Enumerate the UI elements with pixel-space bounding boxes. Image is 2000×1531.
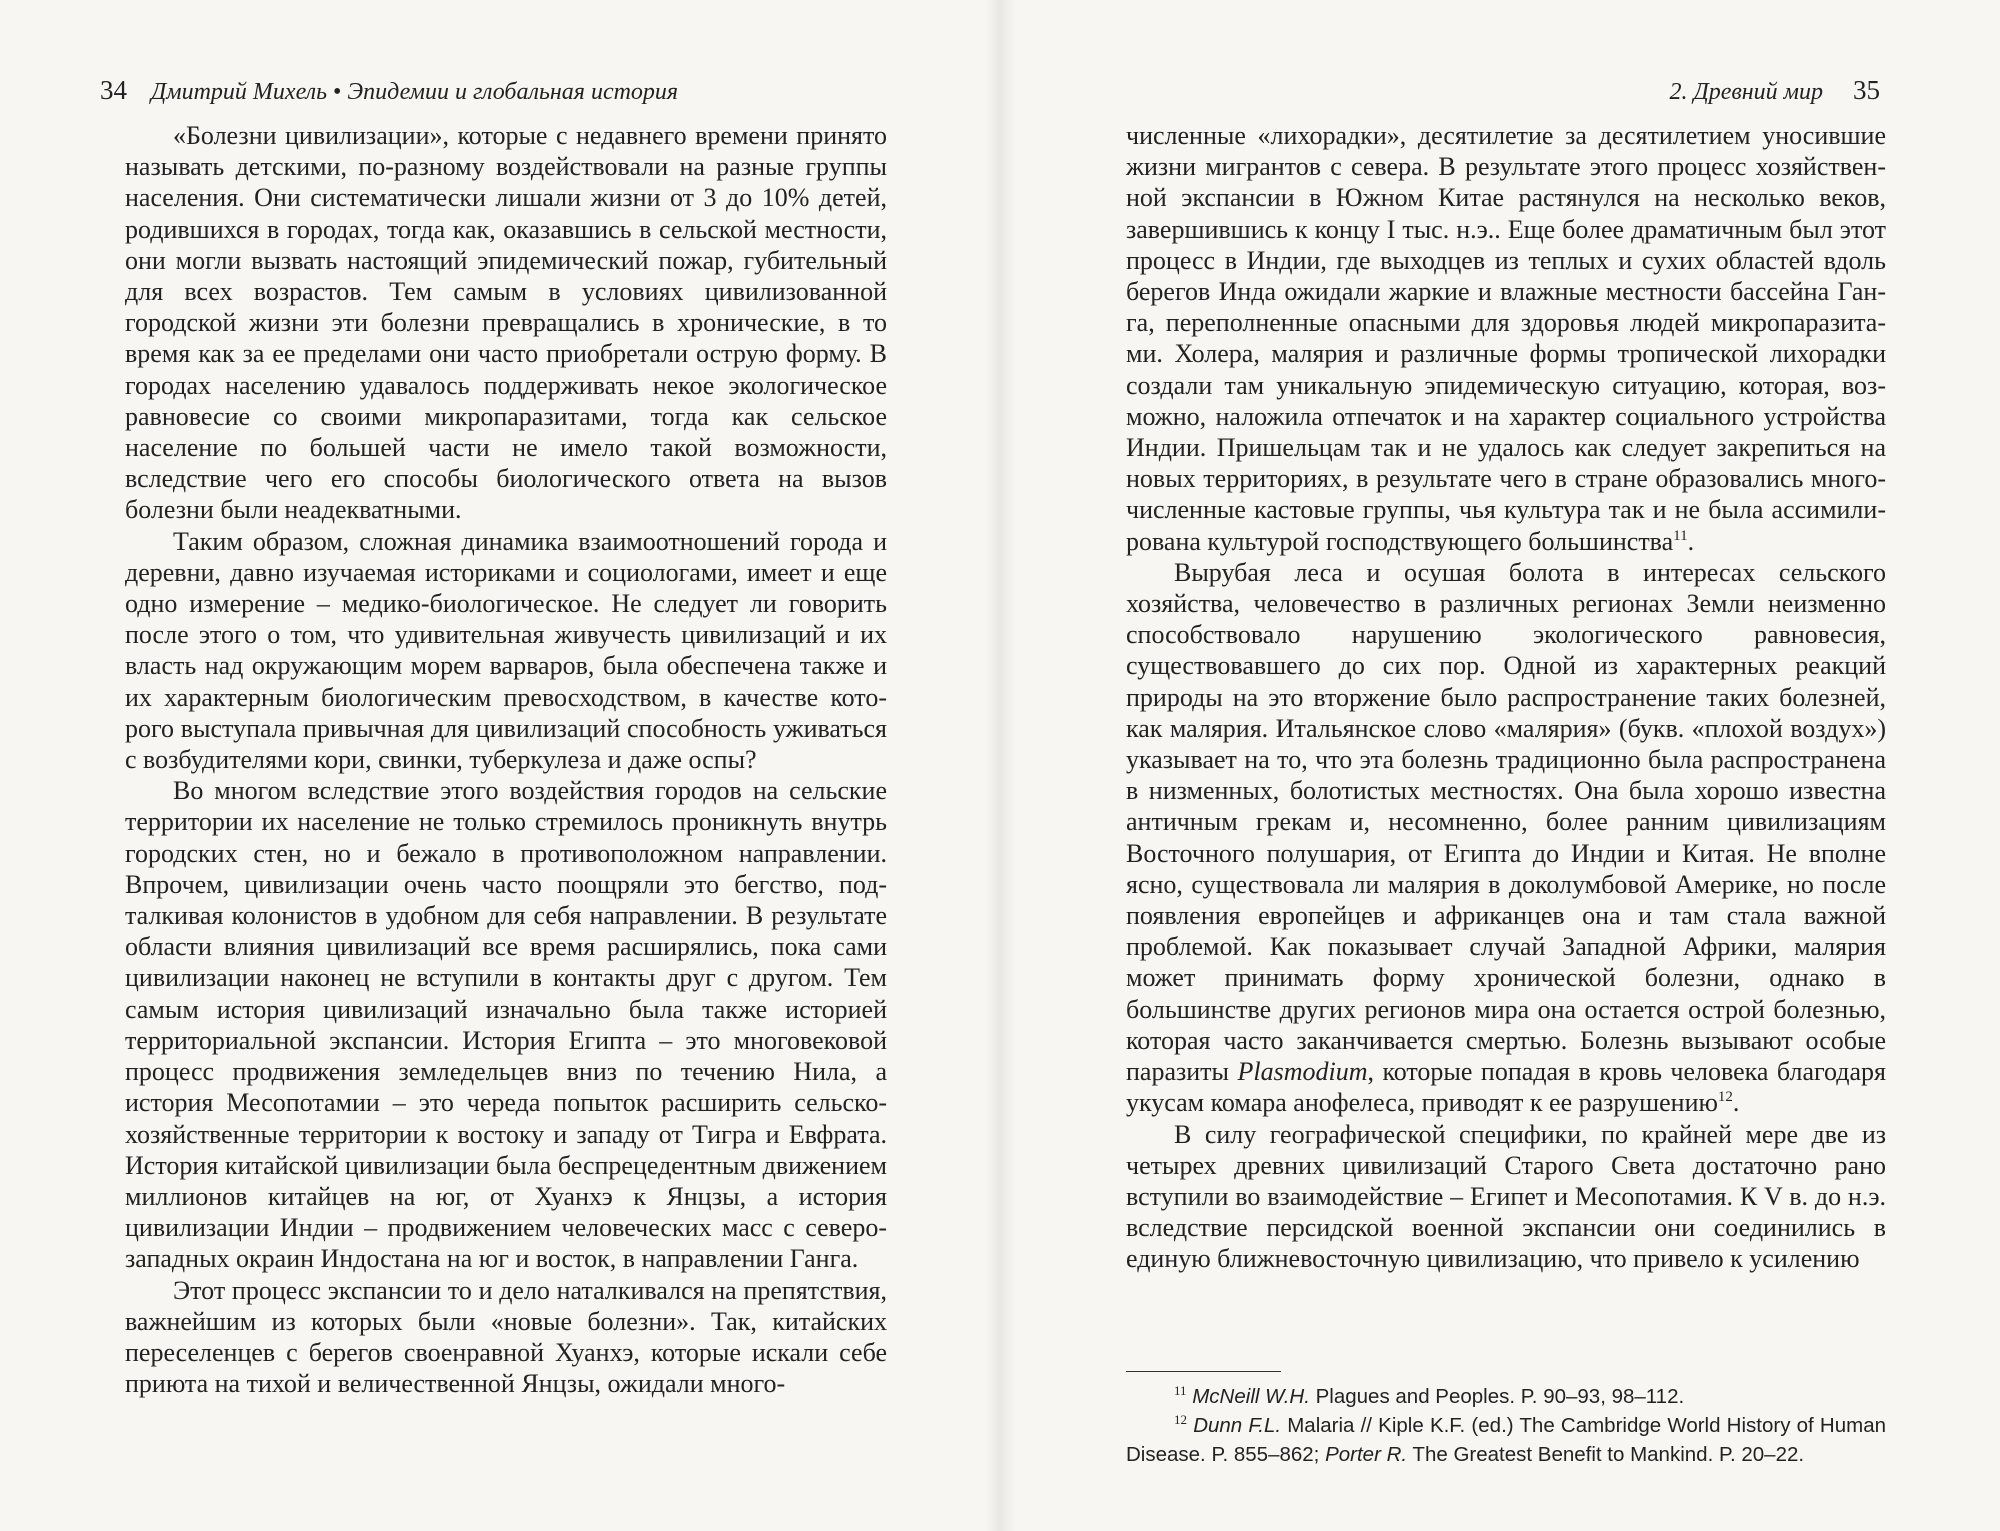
- footnote-text: Plagues and Peoples. P. 90–93, 98–112.: [1309, 1385, 1685, 1408]
- left-page-number: 34: [100, 75, 127, 105]
- left-page-body: [125, 120, 887, 1399]
- paragraph: Этот процесс экспансии то и дело наталкивался на препятствия, важнейшим из которых были «новые болезни». Так, китайских переселенцев с берегов своенравной Хуанхэ, которые искали себе приюта на тихой и величественной Янцзы, ожидали много-: [125, 1275, 887, 1399]
- footnote-number: 12: [1174, 1412, 1187, 1427]
- footnote: [1126, 1411, 1886, 1469]
- right-page-header: [1669, 74, 1880, 108]
- footnote-text: Malaria // Kiple K.F. (ed.) The Cambridge World History of Human Disease. P. 855–862;: [1126, 1414, 1886, 1466]
- footnote-author: Dunn F.L.: [1193, 1414, 1282, 1437]
- footnote: [1126, 1382, 1886, 1411]
- paragraph: Во многом вследствие этого воздействия городов на сельские территории их население не только стремилось проникнуть внутрь городских стен, но и бежало в противоположном направлении. Впрочем, цивилизации очень часто поощряли это бегство, подталкивая колонистов в удобном для себя направлении. В результате области влияния цивилизаций все время расширялись, пока сами цивилизации наконец не вступили в контакты друг с другом. Тем самым история цивилизаций изначально была также историей территориальной экспансии. История Египта – это многовековой процесс продвижения земледельцев вниз по течению Нила, а история Месопотамии – это череда попыток расширить сельскохозяйственные территории к востоку и западу от Тигра и Евфрата. История китайской цивилизации была беспрецедентным движением миллионов китайцев на юг, от Хуанхэ к Янцзы, а история цивилизации Индии – продвижением человеческих масс с северозападных окраин Индостана на юг и восток, в направлении Ганга.: [125, 776, 887, 1274]
- footnote-author: Porter R.: [1325, 1443, 1408, 1466]
- footnotes: [1126, 1382, 1886, 1469]
- footnote-reference[interactable]: 12: [1717, 1089, 1733, 1106]
- header-book-title: Эпидемии и глобальная история: [347, 79, 679, 105]
- footnote-number: 11: [1174, 1383, 1187, 1398]
- right-page: [1000, 0, 2000, 1531]
- paragraph: «Болезни цивилизации», которые с недавнего времени принято называть детскими, по-разному воздействовали на разные группы населения. Они систематически лишали жизни от 3 до 10% детей, родившихся в городах, тогда как, оказавшись в сельской местности, они могли вызвать настоящий эпидемический пожар, губительный для всех возрастов. Тем самым в условиях цивилизованной городской жизни эти болезни превращались в хронические, в то время как за ее пределами они часто приобретали острую форму. В городах населению удавалось поддерживать некое экологическое равновесие со своими микропаразитами, тогда как сельское население по большей части не имело такой возможности, вследствие чего его способы биологического ответа на вызов болезни были неадекватными.: [125, 121, 887, 525]
- right-page-body: [1126, 120, 1886, 1275]
- paragraph: В силу географической специфики, по крайней мере две из четырех древних цивилизаций Старого Света достаточно рано вступили во взаимодействие – Египет и Месопотамия. К V в. до н.э. вследствие персидской военной экспансии они соединились в единую ближневосточную цивилизацию, что привело к усилению: [1126, 1119, 1886, 1274]
- footnote-author: McNeill W.H.: [1192, 1385, 1310, 1408]
- paragraph-text: , которые попадая в кровь человека благодаря укусам комара анофелеса, приводят к ее разрушению: [1126, 1057, 1887, 1118]
- header-chapter-title: 2. Древний мир: [1669, 79, 1823, 105]
- footnote-reference[interactable]: 11: [1673, 527, 1688, 544]
- footnote-divider: [1126, 1371, 1281, 1372]
- italic-term: Plasmodium: [1237, 1057, 1368, 1087]
- header-separator: •: [333, 79, 342, 105]
- paragraph: Вырубая леса и осушая болота в интересах сельского хозяйства, человечество в различных регионах Земли неизменно способствовало нарушению экологического равновесия, существовавшего до сих пор. Одной из характерных реакций природы на это вторжение было распространение таких болезней, как малярия. Итальянское слово «малярия» (букв. «плохой воздух») указывает на то, что эта болезнь традиционно была распространена в низменных, болотистых местностях. Она была хорошо известна античным грекам и, несомненно, более ранним цивилизациям Восточного полушария, от Египта до Индии и Китая. Не вполне ясно, существовала ли малярия в доколумбовой Америке, но после появления европейцев и африканцев она и там стала важной проблемой. Как показывает случай Западной Африки, малярия может принимать форму хронической болезни, однако в большинстве других регионов мира она остается острой болезнью, которая часто заканчивается смертью. Болезнь вызывают особые паразиты Plasmodium, которые попадая в кровь человека благодаря укусам комара анофелеса, приводят к ее разрушению$^{12}$.: [1126, 557, 1887, 1118]
- paragraph-text: численные «лихорадки», десятилетие за десятилетием уносившие жизни мигрантов с севера. В результате этого процесс хозяйственной экспансии в Южном Китае растянулся на несколько веков, завершившись к концу I тыс. н.э.. Еще более драматичным был этот процесс в Индии, где выходцев из теплых и сухих областей вдоль берегов Инда ожидали жаркие и влажные местности бассейна Ганга, переполненные опасными для здоровья людей микропаразитами. Холера, малярия и различные формы тропической лихорадки создали там уникальную эпидемическую ситуацию, которая, возможно, наложила отпечаток и на характер социального устройства Индии. Пришельцам так и не удалось как следует закрепиться на новых территориях, в результате чего в стране образовались многочисленные кастовые группы, чья культура так и не была ассимилирована культурой господствующего большинства: [1126, 121, 1886, 556]
- paragraph: Таким образом, сложная динамика взаимоотношений города и деревни, давно изучаемая историками и социологами, имеет и еще одно измерение – медико-биологическое. Не следует ли говорить после этого о том, что удивительная живучесть цивилизаций и их власть над окружающим морем варваров, была обеспечена также и их характерным биологическим превосходством, в качестве которого выступала привычная для цивилизаций способность уживаться с возбудителями кори, свинки, туберкулеза и даже оспы?: [125, 526, 887, 775]
- paragraph-text: Вырубая леса и осушая болота в интересах сельского хозяйства, человечество в различных регионах Земли неизменно способствовало нарушению экологического равновесия, существовавшего до сих пор. Одной из характерных реакций природы на это вторжение было распространение таких болезней, как малярия. Итальянское слово «малярия» (букв. «плохой воздух») указывает на то, что эта болезнь традиционно была распространена в низменных, болотистых местностях. Она была хорошо известна античным грекам и, несомненно, более ранним цивилизациям Восточного полушария, от Египта до Индии и Китая. Не вполне ясно, существовала ли малярия в доколумбовой Америке, но после появления европейцев и африканцев она и там стала важной проблемой. Как показывает случай Западной Африки, малярия может принимать форму хронической болезни, однако в большинстве других регионов мира она остается острой болезнью, которая часто заканчивается смертью. Болезнь вызывают особые паразиты: [1126, 557, 1886, 1087]
- header-author: Дмитрий Михель: [151, 79, 328, 105]
- footnote-text: The Greatest Benefit to Mankind. P. 20–22.: [1407, 1443, 1805, 1466]
- left-page-header: [100, 74, 678, 108]
- paragraph: численные «лихорадки», десятилетие за десятилетием уносившие жизни мигрантов с севера. В результате этого процесс хозяйственной экспансии в Южном Китае растянулся на несколько веков, завершившись к концу I тыс. н.э.. Еще более драматичным был этот процесс в Индии, где выходцев из теплых и сухих областей вдоль берегов Инда ожидали жаркие и влажные местности бассейна Ганга, переполненные опасными для здоровья людей микропаразитами. Холера, малярия и различные формы тропической лихорадки создали там уникальную эпидемическую ситуацию, которая, возможно, наложила отпечаток и на характер социального устройства Индии. Пришельцам так и не удалось как следует закрепиться на новых территориях, в результате чего в стране образовались многочисленные кастовые группы, чья культура так и не была ассимилирована культурой господствующего большинства$^{11}$.: [1126, 121, 1886, 556]
- right-page-number: 35: [1853, 75, 1880, 105]
